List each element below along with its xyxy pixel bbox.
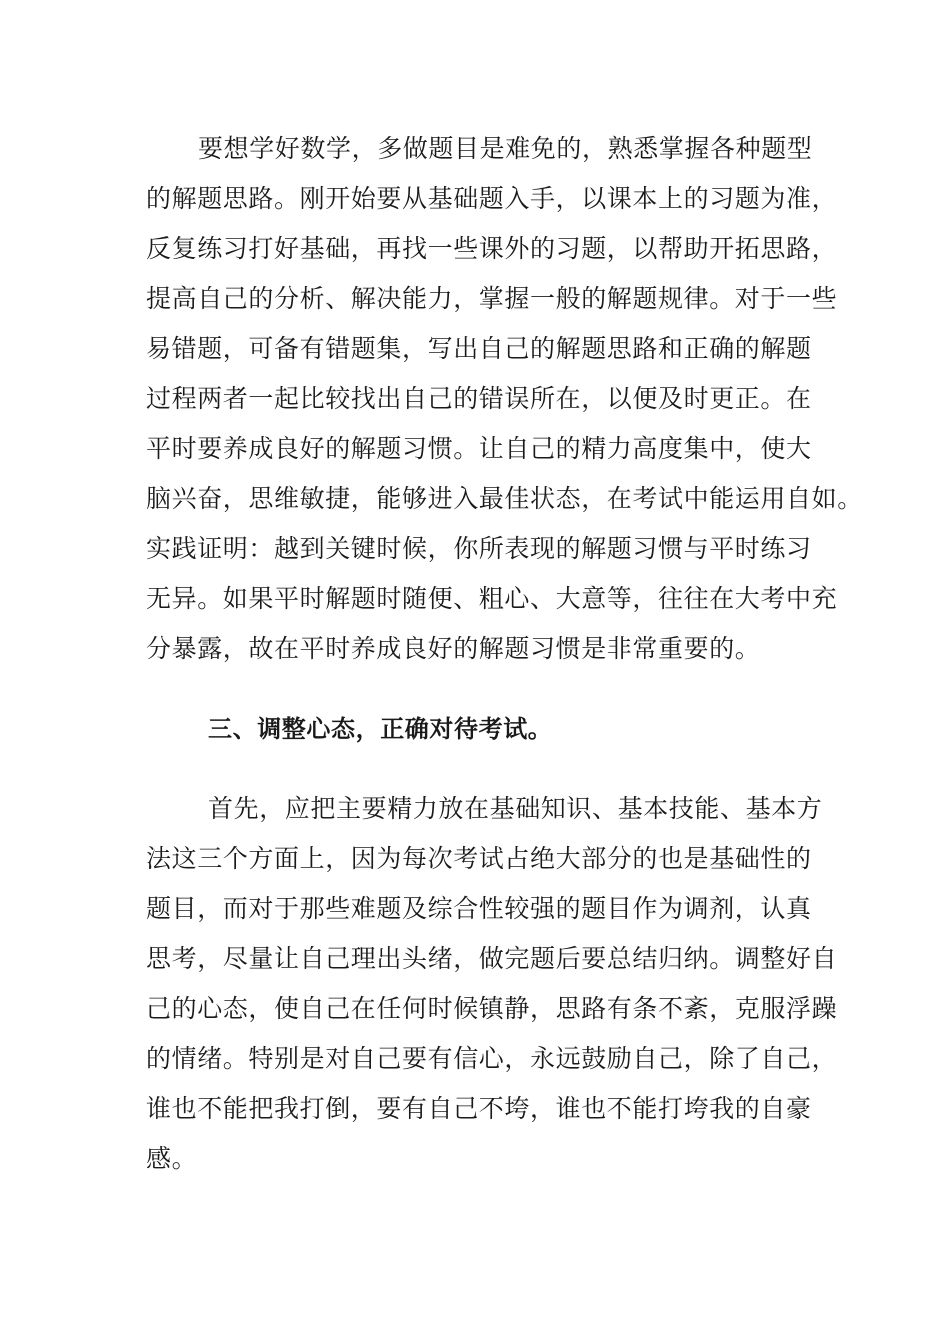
paragraph-line: 脑兴奋，思维敏捷，能够进入最佳状态，在考试中能运用自如。	[146, 484, 863, 513]
document-body	[146, 124, 863, 1184]
paragraph-problem-solving	[146, 124, 863, 674]
paragraph-line: 平时要养成良好的解题习惯。让自己的精力高度集中，使大	[146, 434, 812, 463]
paragraph-gap	[146, 754, 808, 784]
paragraph-line: 感。	[146, 1144, 198, 1173]
paragraph-line: 首先，应把主要精力放在基础知识、基本技能、基本方	[208, 794, 823, 823]
paragraph-line: 反复练习打好基础，再找一些课外的习题，以帮助开拓思路，	[146, 234, 838, 263]
paragraph-line: 实践证明：越到关键时候，你所表现的解题习惯与平时练习	[146, 534, 812, 563]
paragraph-line: 易错题，可备有错题集，写出自己的解题思路和正确的解题	[146, 334, 812, 363]
paragraph-line: 的情绪。特别是对自己要有信心，永远鼓励自己，除了自己，	[146, 1044, 838, 1073]
paragraph-line: 的解题思路。刚开始要从基础题入手，以课本上的习题为准，	[146, 184, 838, 213]
section-heading: 三、调整心态，正确对待考试。	[208, 715, 553, 743]
paragraph-line: 谁也不能把我打倒，要有自己不垮，谁也不能打垮我的自豪	[146, 1094, 812, 1123]
paragraph-line: 己的心态，使自己在任何时候镇静，思路有条不紊，克服浮躁	[146, 994, 838, 1023]
paragraph-line: 过程两者一起比较找出自己的错误所在，以便及时更正。在	[146, 384, 812, 413]
paragraph-line: 题目，而对于那些难题及综合性较强的题目作为调剂，认真	[146, 894, 812, 923]
paragraph-mindset	[146, 784, 838, 1184]
paragraph-line: 法这三个方面上，因为每次考试占绝大部分的也是基础性的	[146, 844, 812, 873]
paragraph-line: 思考，尽量让自己理出头绪，做完题后要总结归纳。调整好自	[146, 944, 838, 973]
paragraph-gap	[146, 674, 808, 704]
paragraph-line: 提高自己的分析、解决能力，掌握一般的解题规律。对于一些	[146, 284, 838, 313]
paragraph-line: 分暴露，故在平时养成良好的解题习惯是非常重要的。	[146, 634, 761, 663]
paragraph-line: 要想学好数学，多做题目是难免的，熟悉掌握各种题型	[198, 134, 813, 163]
paragraph-line: 无异。如果平时解题时随便、粗心、大意等，往往在大考中充	[146, 584, 838, 613]
